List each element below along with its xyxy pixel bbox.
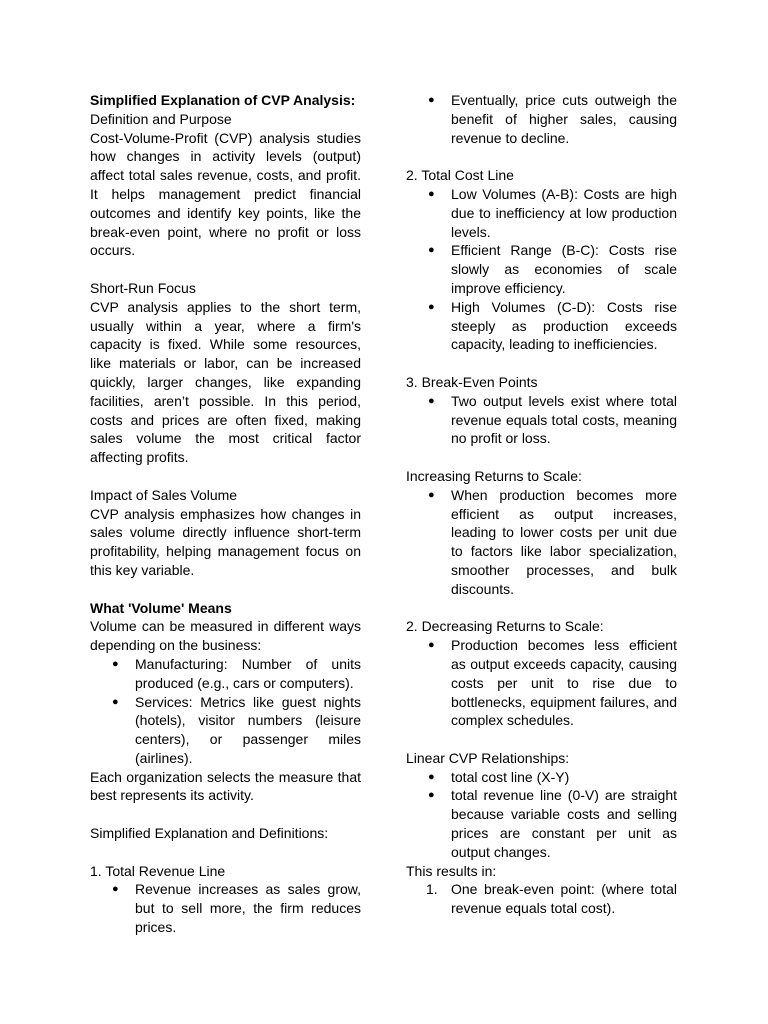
short-run-heading: Short-Run Focus bbox=[90, 279, 196, 296]
list-item: ● Services: Metrics like guest nights (hotels), visitor numbers (leisure centers), or passenger miles (airlines). bbox=[112, 693, 361, 766]
volume-text: Volume can be measured in different ways depending on the business: bbox=[90, 618, 361, 654]
list-item: ● High Volumes (C-D): Costs rise steeply as production exceeds capacity, leading to inefficiencies. bbox=[428, 298, 677, 353]
volume-after-text: Each organization selects the measure that best represents its activity. bbox=[90, 768, 361, 804]
short-run-text: CVP analysis applies to the short term, usually within a year, where a firm's capacity is fixed. While some resources, like materials or labor, can be increased quickly, larger changes, like expanding facilities, aren’t possible. In this period, costs and prices are often fixed, making sales volume the most critical factor affecting profits. bbox=[90, 298, 361, 466]
bullet-icon: ● bbox=[428, 300, 435, 313]
linear-cvp-list bbox=[406, 768, 677, 862]
definitions-heading: Simplified Explanation and Definitions: bbox=[90, 825, 329, 842]
bullet-icon: ● bbox=[428, 770, 435, 783]
cost-heading: 2. Total Cost Line bbox=[406, 167, 514, 184]
revenue-heading: 1. Total Revenue Line bbox=[90, 862, 226, 879]
revenue-list bbox=[90, 880, 361, 936]
impact-text: CVP analysis emphasizes how changes in sales volume directly influence short-term profitability, helping management focus on this key variable. bbox=[90, 505, 361, 578]
right-column bbox=[406, 91, 677, 918]
bullet-icon: ● bbox=[428, 244, 435, 257]
list-item: 1. One break-even point: (where total revenue equals total cost). bbox=[426, 881, 677, 917]
list-item: ● Efficient Range (B-C): Costs rise slowly as economies of scale improve efficiency. bbox=[428, 242, 677, 296]
decreasing-returns-heading: 2. Decreasing Returns to Scale: bbox=[406, 618, 604, 635]
list-item: ● When production becomes more efficient as output increases, leading to lower costs per unit due to factors like labor specialization, smoother processes, and bulk discounts. bbox=[428, 486, 677, 597]
decreasing-returns-list bbox=[406, 636, 677, 730]
linear-cvp-heading: Linear CVP Relationships: bbox=[406, 749, 570, 766]
impact-heading: Impact of Sales Volume bbox=[90, 486, 238, 503]
bullet-icon: ● bbox=[112, 695, 119, 708]
definition-text: Cost-Volume-Profit (CVP) analysis studies how changes in activity levels (output) affect total sales revenue, costs, and profit. It helps management predict financial outcomes and identify key points, like the break-even point, where no profit or loss occurs. bbox=[90, 129, 361, 259]
cost-list bbox=[406, 185, 677, 354]
bullet-icon: ● bbox=[428, 789, 435, 802]
bullet-icon: ● bbox=[428, 639, 435, 652]
list-item: ● total revenue line (0-V) are straight because variable costs and selling prices are constant per unit as output changes. bbox=[428, 787, 677, 860]
left-column bbox=[90, 91, 361, 937]
bullet-icon: ● bbox=[112, 883, 119, 896]
bullet-icon: ● bbox=[428, 394, 435, 407]
bullet-icon: ● bbox=[428, 94, 435, 106]
list-item: ● Revenue increases as sales grow, but to sell more, the firm reduces prices. bbox=[112, 881, 361, 936]
breakeven-heading: 3. Break-Even Points bbox=[406, 373, 538, 390]
revenue-list-continued bbox=[406, 91, 677, 147]
list-item: ● Eventually, price cuts outweigh the benefit of higher sales, causing revenue to decline. bbox=[428, 92, 677, 146]
increasing-returns-heading: Increasing Returns to Scale: bbox=[406, 467, 582, 484]
results-text: This results in: bbox=[406, 862, 497, 879]
results-list bbox=[406, 880, 677, 918]
bullet-icon: ● bbox=[112, 657, 119, 670]
definition-heading: Definition and Purpose bbox=[90, 110, 232, 127]
volume-list bbox=[90, 655, 361, 768]
list-item: ● Low Volumes (A-B): Costs are high due to inefficiency at low production levels. bbox=[428, 185, 677, 240]
bullet-icon: ● bbox=[428, 187, 435, 200]
increasing-returns-list bbox=[406, 486, 677, 599]
intro-title: Simplified Explanation of CVP Analysis: bbox=[90, 92, 356, 108]
list-item: ● Production becomes less efficient as output exceeds capacity, causing costs per unit to rise due to bottlenecks, equipment failures, and complex schedules. bbox=[428, 637, 677, 729]
list-item: ● total cost line (X-Y) bbox=[428, 768, 570, 785]
list-item: ● Two output levels exist where total revenue equals total costs, meaning no profit or loss. bbox=[428, 392, 677, 447]
volume-heading: What 'Volume' Means bbox=[90, 599, 232, 616]
list-item: ● Manufacturing: Number of units produced (e.g., cars or computers). bbox=[112, 655, 361, 691]
breakeven-list bbox=[406, 392, 677, 448]
bullet-icon: ● bbox=[428, 488, 435, 501]
list-number: 1. bbox=[426, 881, 438, 898]
